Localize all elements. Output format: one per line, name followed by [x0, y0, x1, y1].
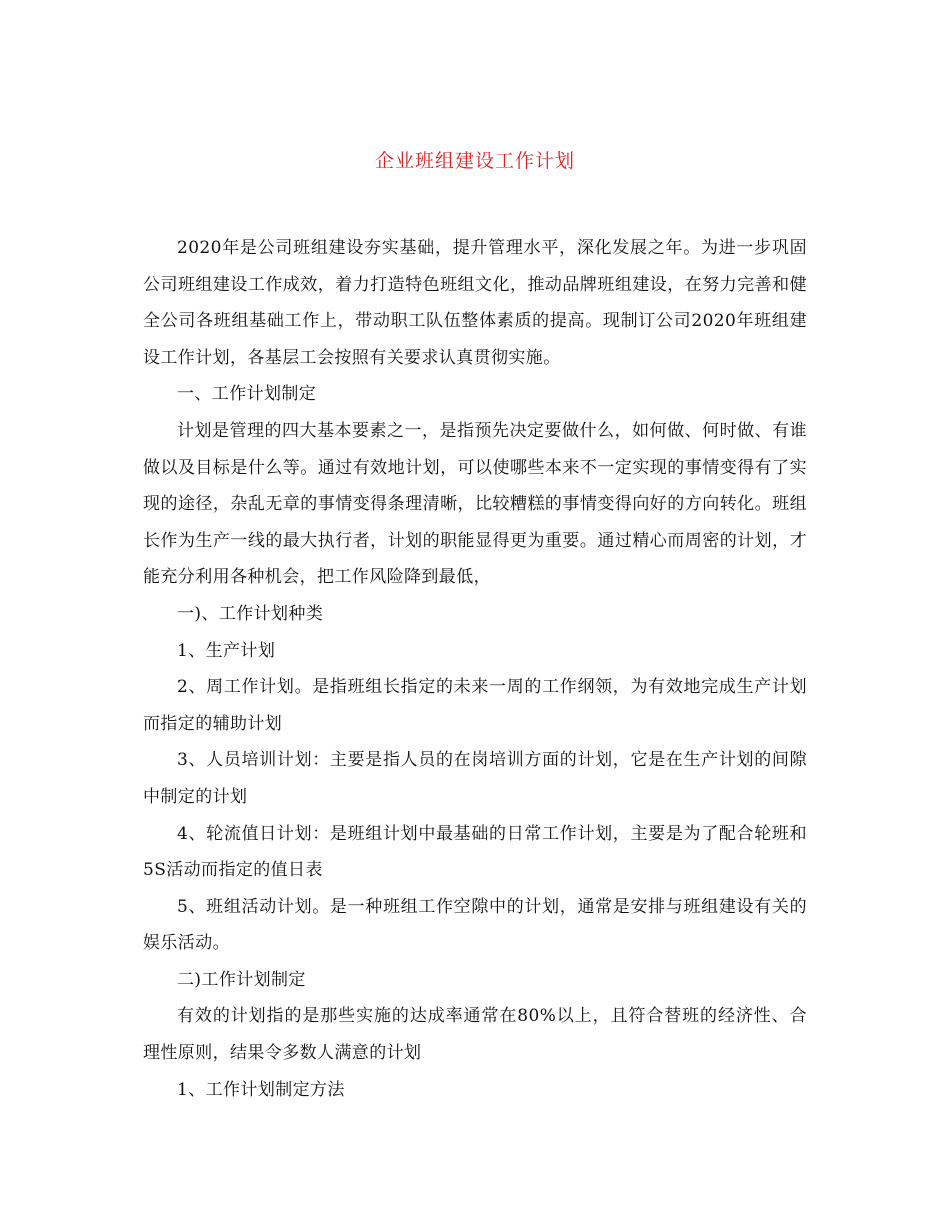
- paragraph-planning: 计划是管理的四大基本要素之一，是指预先决定要做什么，如何做、何时做、有谁做以及目标是什么等。通过有效地计划，可以使哪些本来不一定实现的事情变得有了实现的途径，杂乱无章的事情变得条理清晰，比较糟糕的事情变得向好的方向转化。班组长作为生产一线的最大执行者，计划的职能显得更为重要。通过精心而周密的计划，才能充分利用各种机会，把工作风险降到最低，: [143, 420, 807, 588]
- list-item-method: 1、工作计划制定方法: [177, 1079, 345, 1100]
- paragraph-intro: 2020年是公司班组建设夯实基础，提升管理水平，深化发展之年。为进一步巩固公司班组建设工作成效，着力打造特色班组文化，推动品牌班组建设，在努力完善和健全公司各班组基础工作上，带动职工队伍整体素质的提高。现制订公司2020年班组建设工作计划，各基层工会按照有关要求认真贯彻实施。: [143, 238, 807, 368]
- subsection-heading-formulation: 二)工作计划制定: [177, 969, 306, 990]
- section-heading-1: 一、工作计划制定: [177, 384, 317, 405]
- document-body: [143, 230, 807, 1108]
- list-item-4: 4、轮流值日计划：是班组计划中最基础的日常工作计划，主要是为了配合轮班和5S活动而指定的值日表: [143, 823, 807, 881]
- list-item-1: 1、生产计划: [177, 640, 276, 661]
- list-item-2: 2、周工作计划。是指班组长指定的未来一周的工作纲领，为有效地完成生产计划而指定的辅助计划: [143, 677, 807, 734]
- paragraph-effective-plan: 有效的计划指的是那些实施的达成率通常在80%以上，且符合替班的经济性、合理性原则，结果令多数人满意的计划: [143, 1006, 807, 1064]
- subsection-heading-types: 一)、工作计划种类: [177, 603, 324, 624]
- list-item-5: 5、班组活动计划。是一种班组工作空隙中的计划，通常是安排与班组建设有关的娱乐活动。: [143, 896, 807, 954]
- list-item-3: 3、人员培训计划：主要是指人员的在岗培训方面的计划，它是在生产计划的间隙中制定的计划: [143, 750, 807, 807]
- document-title: 企业班组建设工作计划: [374, 150, 575, 172]
